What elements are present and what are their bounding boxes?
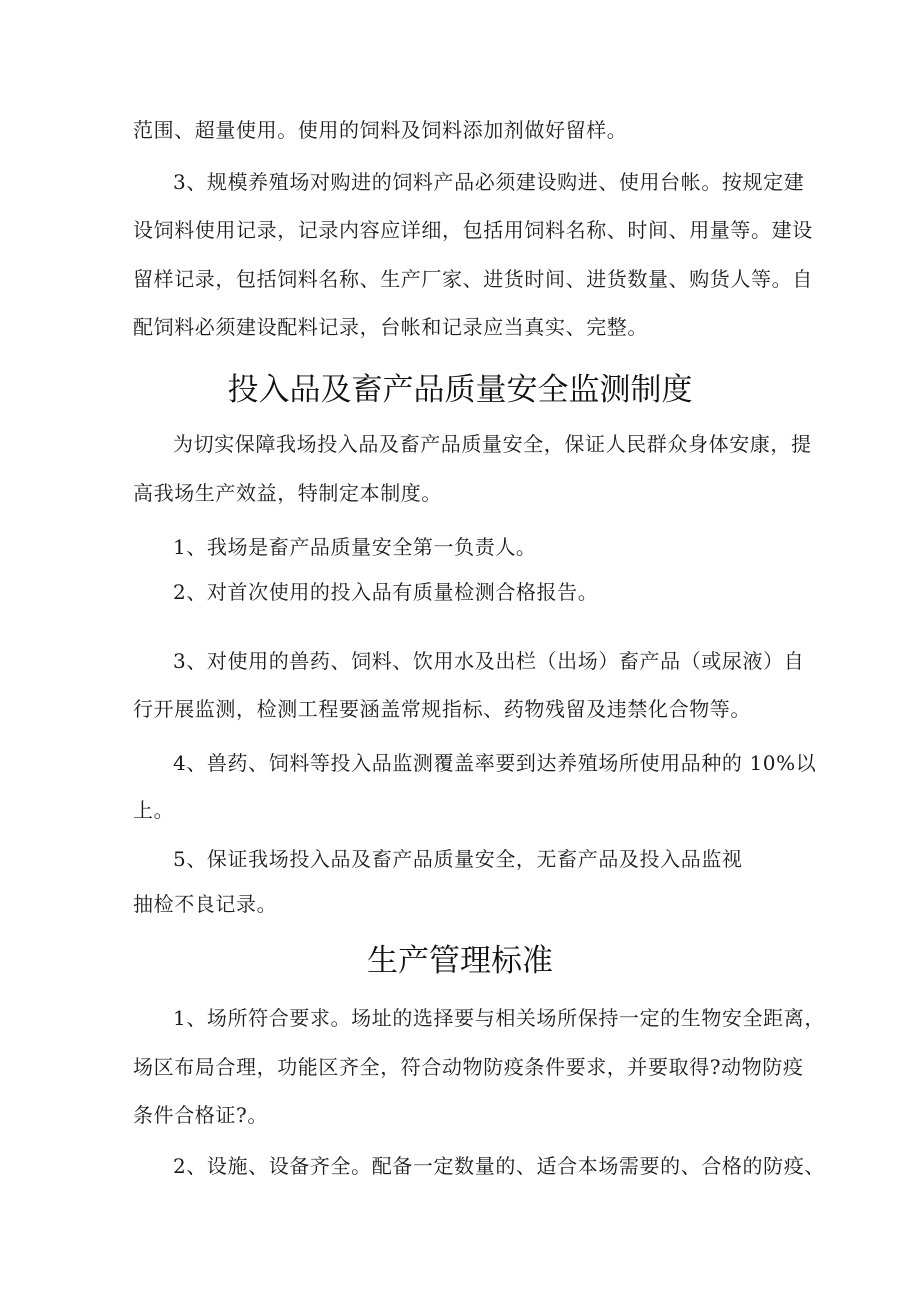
section-heading-production: 生产管理标准 — [367, 943, 553, 979]
list-item: 3、对使用的兽药、饲料、饮用水及出栏（出场）畜产品（或尿液）自 — [173, 649, 805, 673]
paragraph-line: 为切实保障我场投入品及畜产品质量安全，保证人民群众身体安康，提 — [173, 432, 812, 456]
paragraph-line: 3、规模养殖场对购进的饲料产品必须建设购进、使用台帐。按规定建 — [173, 170, 805, 194]
paragraph-line: 配饲料必须建设配料记录，台帐和记录应当真实、完整。 — [133, 315, 648, 339]
list-item: 1、我场是畜产品质量安全第一负责人。 — [173, 535, 537, 559]
paragraph-line: 设饲料使用记录，记录内容应详细，包括用饲料名称、时间、用量等。建设 — [133, 218, 813, 242]
list-item: 1、场所符合要求。场址的选择要与相关场所保持一定的生物安全距离， — [173, 1006, 825, 1030]
paragraph-line: 上。 — [133, 798, 175, 822]
paragraph-line: 高我场生产效益，特制定本制度。 — [133, 481, 442, 505]
paragraph-line: 条件合格证?。 — [133, 1103, 268, 1127]
list-item: 4、兽药、饲料等投入品监测覆盖率要到达养殖场所使用品种的 10%以 — [173, 751, 817, 775]
paragraph-line: 行开展监测，检测工程要涵盖常规指标、药物残留及违禁化合物等。 — [133, 697, 751, 721]
list-item: 2、对首次使用的投入品有质量检测合格报告。 — [173, 580, 599, 604]
list-item: 5、保证我场投入品及畜产品质量安全，无畜产品及投入品监视 — [173, 847, 743, 871]
paragraph-line: 场区布局合理，功能区齐全，符合动物防疫条件要求，并要取得?动物防疫 — [133, 1055, 804, 1079]
paragraph-line: 范围、超量使用。使用的饲料及饲料添加剂做好留样。 — [133, 118, 628, 142]
list-item: 2、设施、设备齐全。配备一定数量的、适合本场需要的、合格的防疫、 — [173, 1154, 825, 1178]
paragraph-line: 留样记录，包括饲料名称、生产厂家、进货时间、进货数量、购货人等。自 — [133, 267, 813, 291]
paragraph-line: 抽检不良记录。 — [133, 892, 278, 916]
section-heading-monitoring: 投入品及畜产品质量安全监测制度 — [227, 372, 693, 408]
